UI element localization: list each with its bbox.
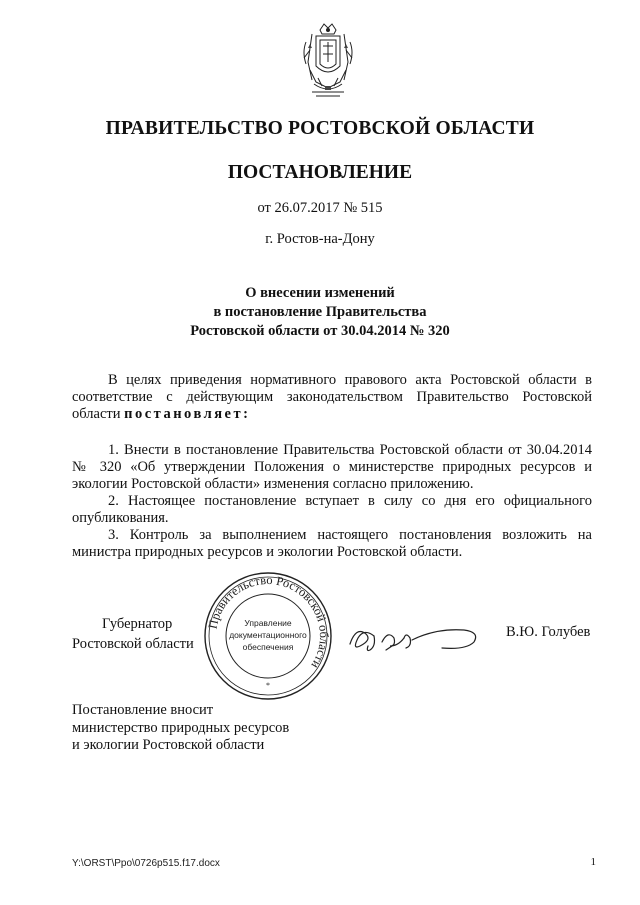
stamp-center-line: обеспечения	[242, 642, 294, 652]
item-paragraph: 3. Контроль за выполнением настоящего постановления возложить на министра природных ресурсов и экологии Ростовской области.	[72, 527, 592, 560]
note-line: Постановление вносит	[72, 702, 214, 718]
item-paragraph: 2. Настоящее постановление вступает в силу со дня его официального опубликования.	[72, 493, 592, 526]
organization-title: ПРАВИТЕЛЬСТВО РОСТОВСКОЙ ОБЛАСТИ	[105, 118, 535, 139]
subject-line: Ростовской области от 30.04.2014 № 320	[190, 323, 450, 339]
document-type: ПОСТАНОВЛЕНИЕ	[227, 162, 413, 183]
document-subject	[0, 284, 640, 341]
page-number: 1	[590, 856, 596, 868]
coat-of-arms-emblem	[298, 22, 358, 104]
preamble-text: В целях приведения нормативного правового акта Ростовской области в соответствие с действующим законодательством Правительство Ростовской области	[72, 372, 592, 422]
official-stamp	[202, 570, 334, 702]
stamp-ring-text: Правительство Ростовской области	[205, 572, 332, 672]
preamble-paragraph	[72, 372, 592, 423]
position-line: Ростовской области	[72, 636, 194, 652]
stamp-center-line: Управление	[244, 618, 292, 628]
submitter-note	[72, 702, 289, 755]
document-date-number: от 26.07.2017 № 515	[257, 200, 383, 216]
document-city: г. Ростов-на-Дону	[265, 231, 375, 247]
position-line: Губернатор	[102, 616, 173, 632]
signatory-name: В.Ю. Голубев	[506, 624, 591, 640]
note-line: министерство природных ресурсов	[72, 719, 290, 736]
footer-file-path: Y:\ORST\Ppo\0726p515.f17.docx	[72, 858, 220, 869]
preamble-emphasis: постановляет:	[124, 406, 251, 422]
signatory-position	[72, 614, 194, 654]
handwritten-signature	[346, 616, 486, 660]
stamp-center-line: документационного	[229, 630, 307, 640]
item-paragraph: 1. Внести в постановление Правительства Ростовской области от 30.04.2014 № 320 «Об утверждении Положения о министерстве природных ресурсов и экологии Ростовской области» изменения согласно приложению.	[72, 442, 592, 492]
subject-line: О внесении изменений	[245, 285, 395, 301]
subject-line: в постановление Правительства	[213, 304, 427, 320]
note-line: и экологии Ростовской области	[72, 737, 265, 753]
stamp-star-icon: *	[266, 681, 270, 690]
